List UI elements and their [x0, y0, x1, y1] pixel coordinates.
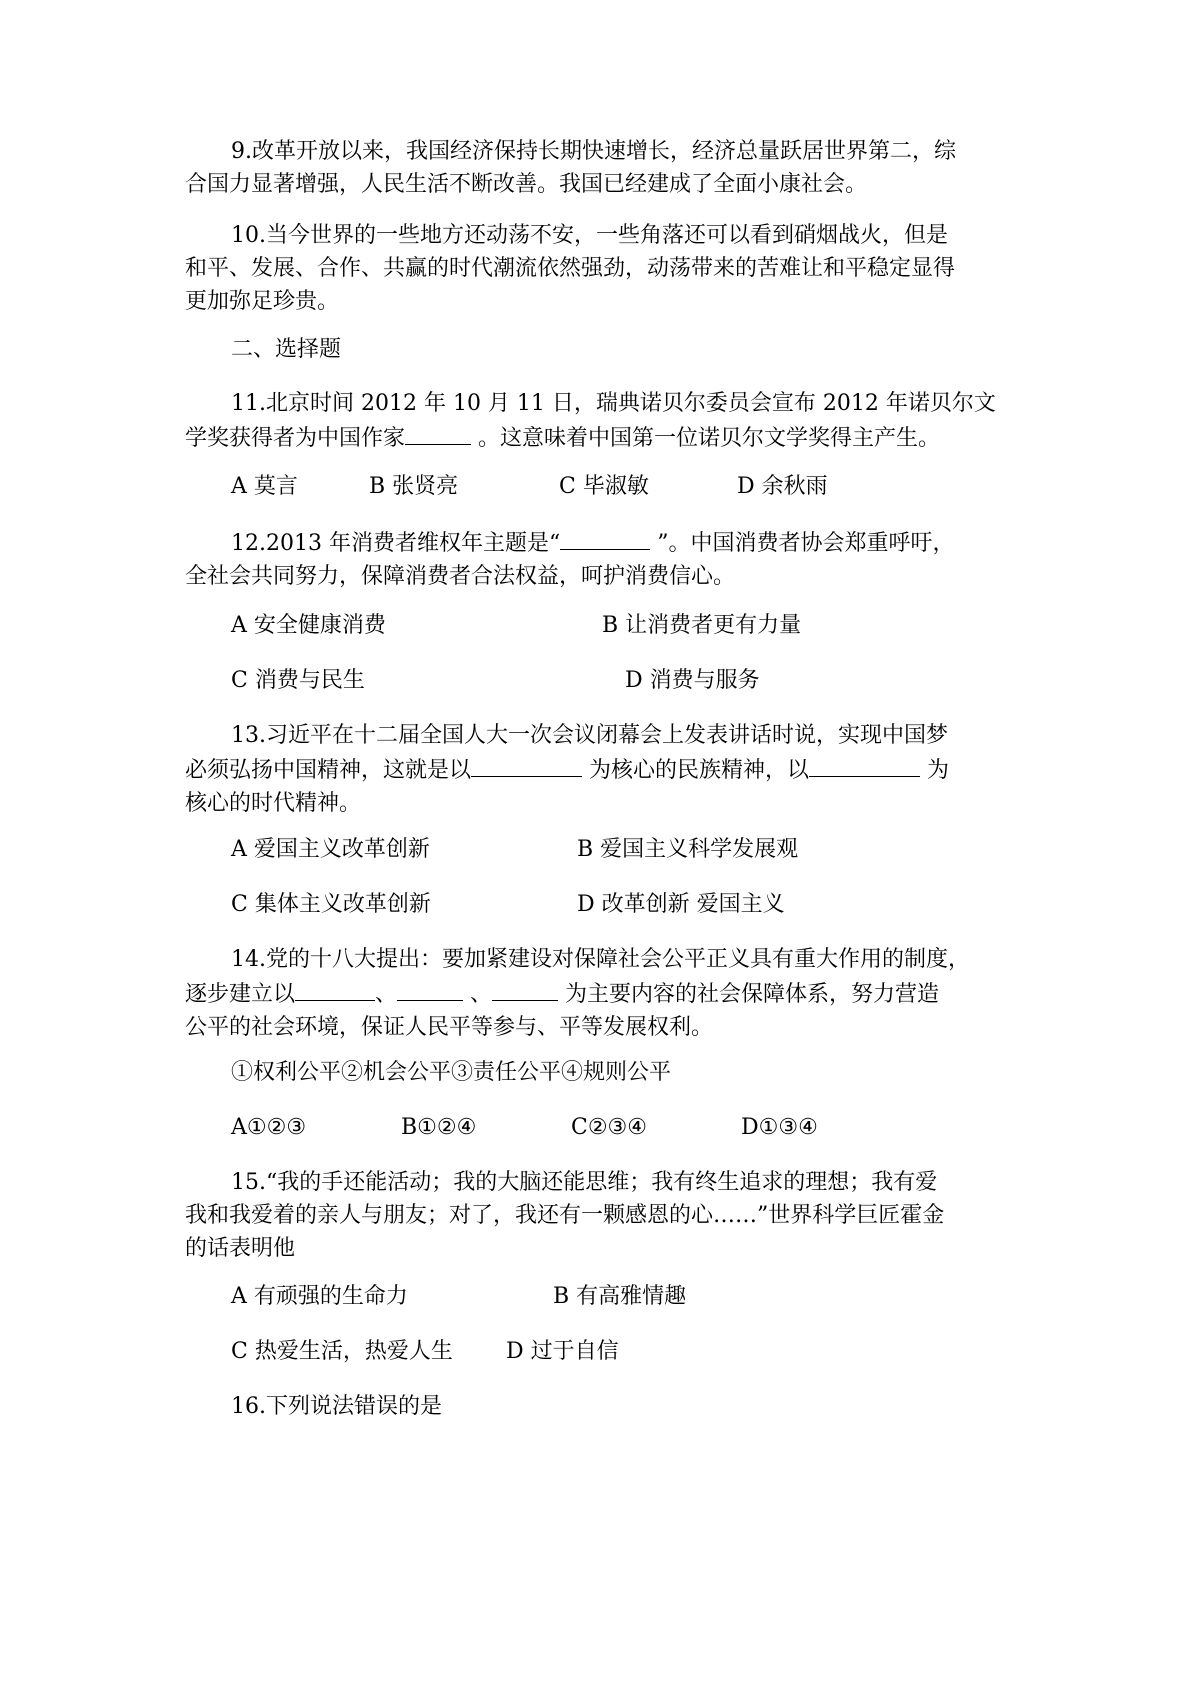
- answer-blank: [295, 976, 375, 1001]
- option-a: A 有顽强的生命力: [231, 1284, 408, 1309]
- question-13-line-2: [185, 752, 1040, 787]
- option-d: D 过于自信: [506, 1339, 619, 1364]
- question-12-line-1-end: ”。中国消费者协会郑重呼吁，: [650, 531, 955, 556]
- question-9-line-2: 合国力显著增强，人民生活不断改善。我国已经建成了全面小康社会。: [185, 172, 868, 197]
- option-a: A 安全健康消费: [231, 613, 386, 638]
- option-d: D①③④: [741, 1115, 818, 1140]
- question-12-line-1: [185, 525, 1040, 560]
- question-10: [185, 219, 1040, 318]
- option-b: B 有高雅情趣: [553, 1284, 687, 1309]
- answer-blank: [492, 976, 558, 1001]
- question-13-line-2-end: 为: [920, 758, 950, 783]
- section-heading-text: 二、选择题: [231, 337, 342, 362]
- question-14: [185, 943, 1040, 1044]
- option-a: A 莫言: [231, 474, 298, 499]
- question-13-line-2-middle: 为核心的民族精神，以: [582, 758, 810, 783]
- question-15-line-2: 我和我爱着的亲人与朋友；对了，我还有一颗感恩的心……”世界科学巨匠霍金: [185, 1203, 945, 1228]
- question-13-line-3: 核心的时代精神。: [185, 791, 362, 816]
- option-d: D 改革创新 爱国主义: [577, 892, 785, 917]
- option-c: C②③④: [571, 1115, 648, 1140]
- question-10-line-3: 更加弥足珍贵。: [185, 289, 340, 314]
- option-c: C 集体主义改革创新: [231, 892, 431, 917]
- question-13: [185, 719, 1040, 820]
- option-c: C 消费与民生: [231, 668, 365, 693]
- question-13-line-1: 13.习近平在十二届全国人大一次会议闭幕会上发表讲话时说，实现中国梦: [231, 723, 948, 748]
- answer-blank: [471, 752, 582, 777]
- question-10-line-2: 和平、发展、合作、共赢的时代潮流依然强劲，动荡带来的苦难让和平稳定显得: [185, 256, 956, 281]
- option-a: A①②③: [231, 1115, 307, 1140]
- question-15-line-1: 15.“我的手还能活动；我的大脑还能思维；我有终生追求的理想；我有爱: [231, 1170, 938, 1195]
- option-c: C 毕淑敏: [559, 474, 649, 499]
- question-11-line-2-end: 。这意味着中国第一位诺贝尔文学奖得主产生。: [471, 426, 941, 451]
- question-14-line-2: [185, 976, 1040, 1011]
- question-16: [185, 1390, 1040, 1423]
- question-11-line-1: 11.北京时间 2012 年 10 月 11 日，瑞典诺贝尔委员会宣布 2012 年诺贝尔文: [231, 391, 996, 416]
- option-c: C 热爱生活，热爱人生: [231, 1339, 453, 1364]
- question-14-line-2-start: 逐步建立以: [185, 982, 296, 1007]
- option-b: B①②④: [401, 1115, 477, 1140]
- option-b: B 爱国主义科学发展观: [577, 837, 799, 862]
- question-14-separator-1: 、: [375, 982, 398, 1007]
- question-11: [185, 387, 1040, 455]
- question-15-line-3: 的话表明他: [185, 1236, 296, 1261]
- question-12-line-1-start: 12.2013 年消费者维权年主题是“: [231, 531, 561, 556]
- question-13-line-2-start: 必须弘扬中国精神，这就是以: [185, 758, 472, 783]
- option-b: B 张贤亮: [369, 474, 459, 499]
- option-b: B 让消费者更有力量: [602, 613, 802, 638]
- option-a: A 爱国主义改革创新: [231, 837, 430, 862]
- question-9-line-1: 9.改革开放以来，我国经济保持长期快速增长，经济总量跃居世界第二，综: [231, 139, 956, 164]
- question-14-items-text: ①权利公平②机会公平③责任公平④规则公平: [231, 1060, 672, 1085]
- option-d: D 余秋雨: [737, 474, 828, 499]
- section-heading-choice: [185, 333, 1040, 366]
- question-16-line-1: 16.下列说法错误的是: [231, 1394, 442, 1419]
- question-15: [185, 1166, 1040, 1265]
- question-14-line-1: 14.党的十八大提出：要加紧建设对保障社会公平正义具有重大作用的制度，: [231, 947, 970, 972]
- question-14-items: [185, 1056, 1040, 1089]
- answer-blank: [809, 752, 920, 777]
- question-12-line-2: 全社会共同努力，保障消费者合法权益，呵护消费信心。: [185, 564, 736, 589]
- question-9: [185, 135, 1040, 201]
- question-14-separator-2: 、: [463, 982, 493, 1007]
- question-14-line-2-end: 为主要内容的社会保障体系，努力营造: [558, 982, 940, 1007]
- question-12: [185, 525, 1040, 593]
- question-11-line-2: [185, 420, 1040, 455]
- answer-blank: [405, 420, 471, 445]
- answer-blank: [397, 976, 463, 1001]
- answer-blank: [560, 525, 650, 550]
- question-14-line-3: 公平的社会环境，保证人民平等参与、平等发展权利。: [185, 1015, 714, 1040]
- question-10-line-1: 10.当今世界的一些地方还动荡不安，一些角落还可以看到硝烟战火，但是: [231, 223, 948, 248]
- question-11-line-2-start: 学奖获得者为中国作家: [185, 426, 406, 451]
- option-d: D 消费与服务: [625, 668, 760, 693]
